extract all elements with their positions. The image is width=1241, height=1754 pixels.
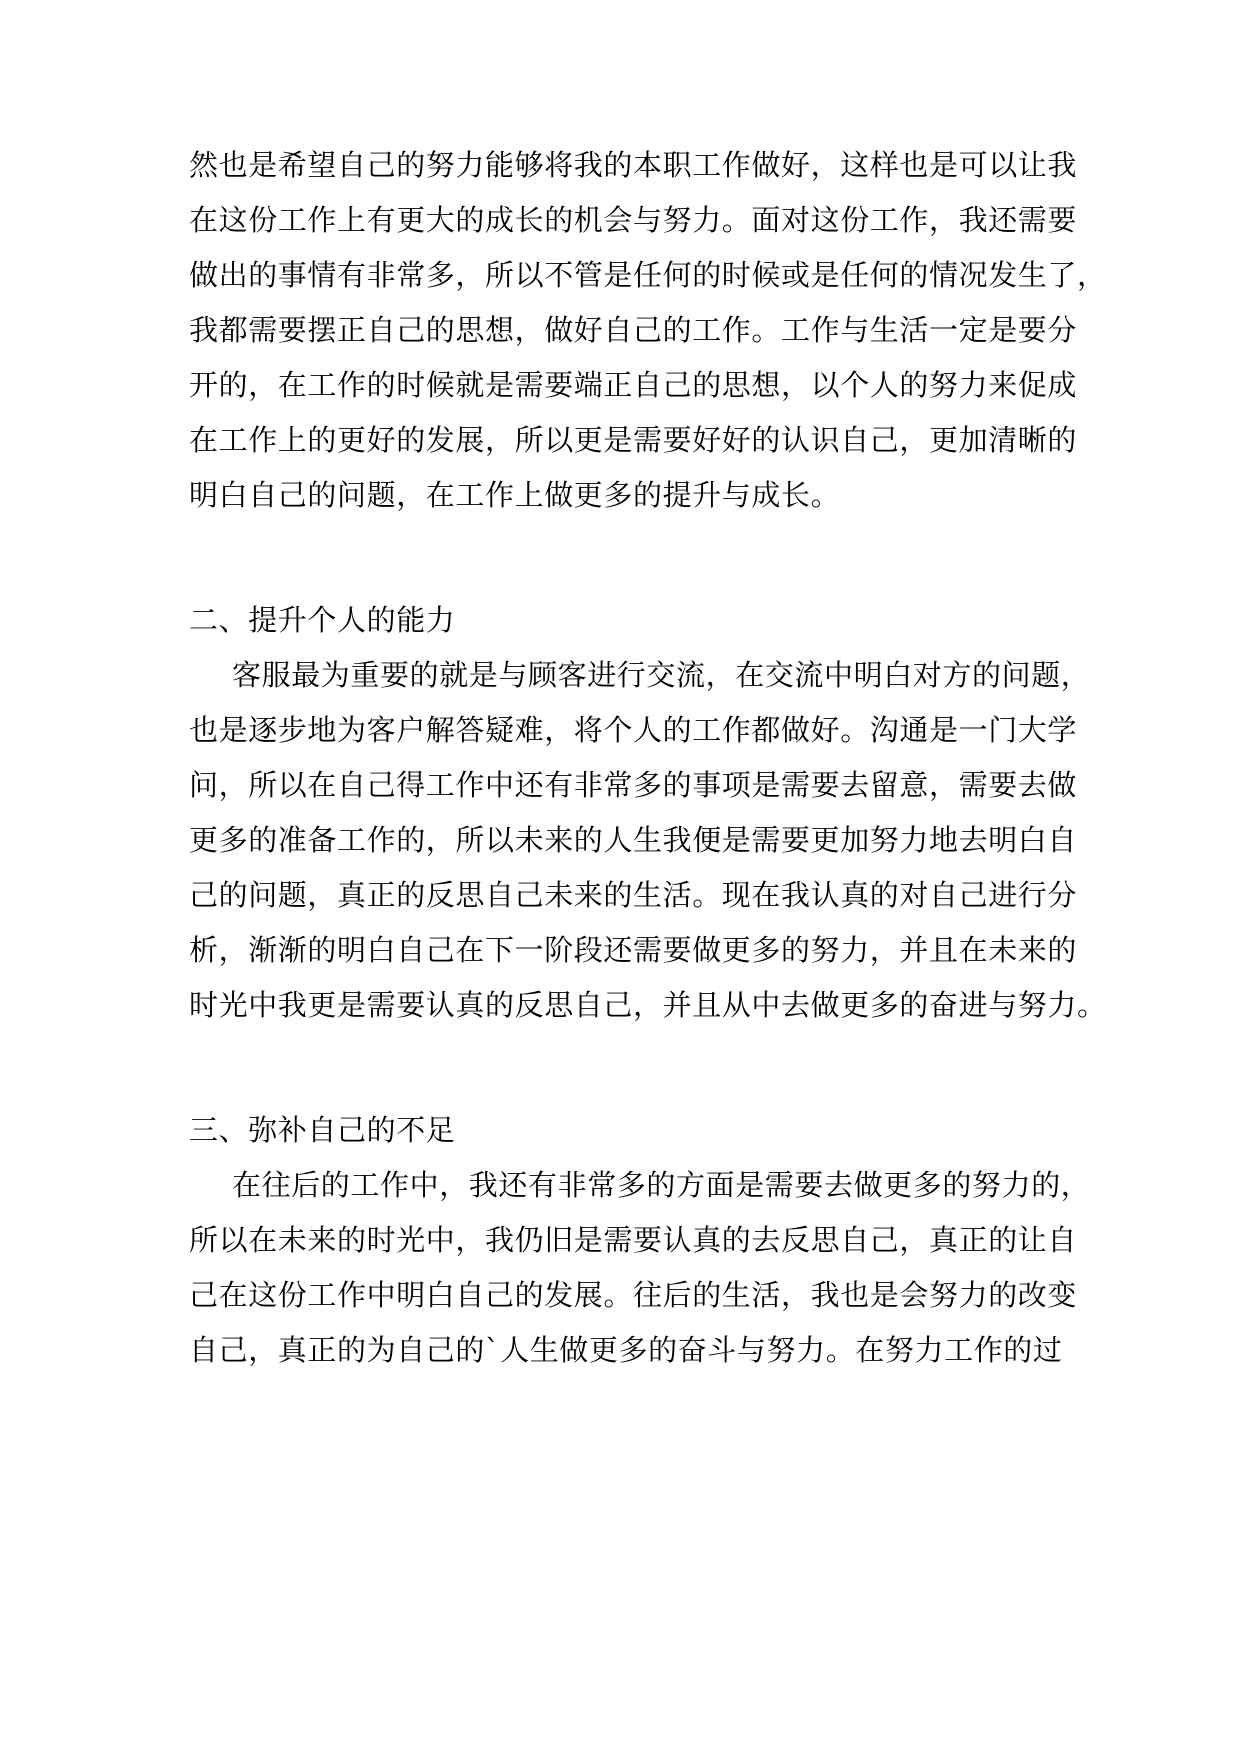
paragraph-line: 己的问题，真正的反思自己未来的生活。现在我认真的对自己进行分 — [189, 878, 1078, 912]
paragraph-line: 在往后的工作中，我还有非常多的方面是需要去做更多的努力的， — [232, 1168, 1091, 1202]
paragraph-line: 我都需要摆正自己的思想，做好自己的工作。工作与生活一定是要分 — [189, 313, 1078, 347]
paragraph-line: 自己，真正的为自己的`人生做更多的奋斗与努力。在努力工作的过 — [189, 1333, 1063, 1367]
paragraph-line: 在这份工作上有更大的成长的机会与努力。面对这份工作，我还需要 — [189, 203, 1078, 237]
paragraph-line: 析，渐渐的明白自己在下一阶段还需要做更多的努力，并且在未来的 — [189, 933, 1078, 967]
paragraph-line: 然也是希望自己的努力能够将我的本职工作做好，这样也是可以让我 — [189, 148, 1078, 182]
paragraph-line: 己在这份工作中明白自己的发展。往后的生活，我也是会努力的改变 — [189, 1278, 1078, 1312]
paragraph-line: 时光中我更是需要认真的反思自己，并且从中去做更多的奋进与努力。 — [189, 988, 1107, 1022]
paragraph-line: 问，所以在自己得工作中还有非常多的事项是需要去留意，需要去做 — [189, 768, 1078, 802]
paragraph-line: 也是逐步地为客户解答疑难，将个人的工作都做好。沟通是一门大学 — [189, 713, 1078, 747]
paragraph-line: 开的，在工作的时候就是需要端正自己的思想，以个人的努力来促成 — [189, 368, 1078, 402]
section-heading: 二、提升个人的能力 — [189, 603, 456, 637]
paragraph-line: 更多的准备工作的，所以未来的人生我便是需要更加努力地去明白自 — [189, 823, 1078, 857]
paragraph-line: 在工作上的更好的发展，所以更是需要好好的认识自己，更加清晰的 — [189, 423, 1078, 457]
paragraph-line: 所以在未来的时光中，我仍旧是需要认真的去反思自己，真正的让自 — [189, 1223, 1078, 1257]
paragraph-line: 做出的事情有非常多，所以不管是任何的时候或是任何的情况发生了， — [189, 258, 1107, 292]
paragraph-line: 明白自己的问题，在工作上做更多的提升与成长。 — [189, 478, 841, 512]
paragraph-line: 客服最为重要的就是与顾客进行交流，在交流中明白对方的问题， — [232, 658, 1091, 692]
section-heading: 三、弥补自己的不足 — [189, 1113, 456, 1147]
